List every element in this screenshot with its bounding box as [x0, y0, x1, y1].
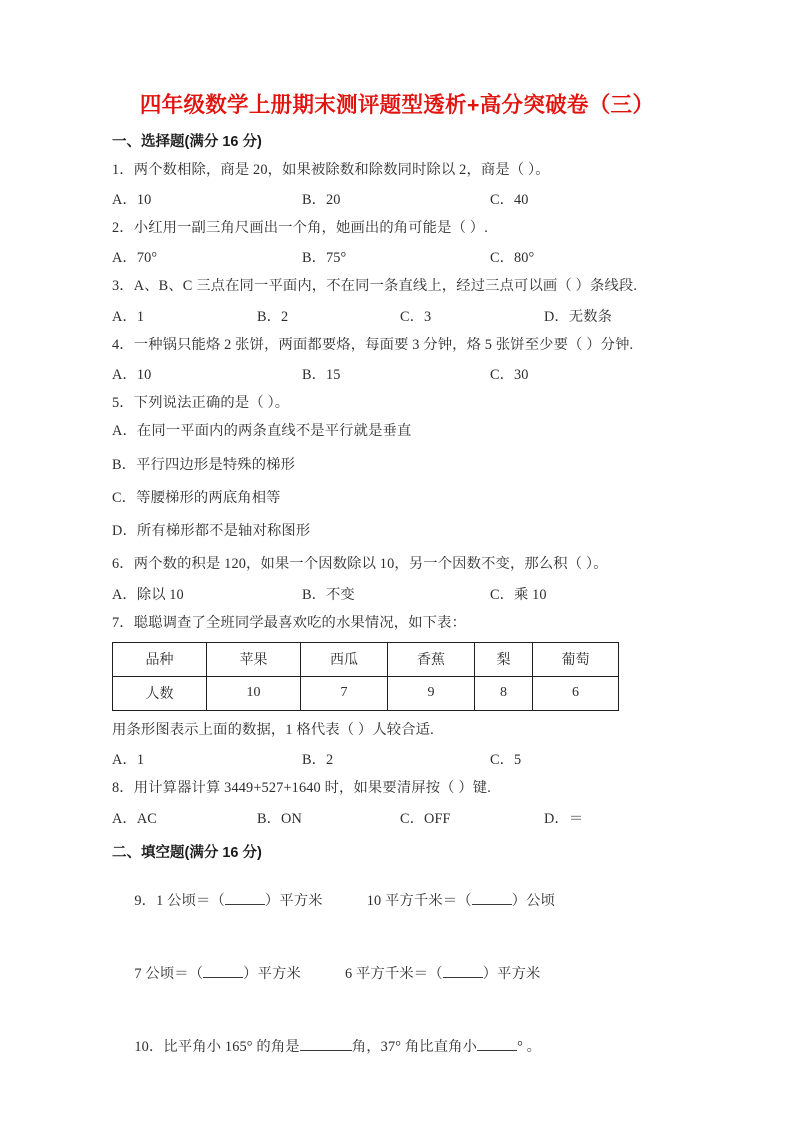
question-stem-6: 6．两个数的积是 120，如果一个因数除以 10，另一个因数不变，那么积（ ）。: [112, 556, 608, 573]
option-7-c[interactable]: C．5: [490, 752, 522, 769]
option-7-b[interactable]: B．2: [302, 752, 334, 769]
fill-blank-9a-second-prefix: 10 平方千米＝（: [366, 892, 472, 909]
question-stem-4: 4．一种锅只能烙 2 张饼，两面都要烙，每面要 3 分钟，烙 5 张饼至少要（ ）分钟.: [112, 336, 634, 353]
table-row-category: [113, 642, 619, 676]
page-content: [112, 92, 682, 1090]
fill-blank-9b-prefix: 7 公顷＝（: [134, 965, 204, 982]
option-4-a[interactable]: A．10: [112, 366, 152, 383]
option-4-b[interactable]: B．15: [302, 366, 341, 383]
fill-blank-9a-mid: ）平方米: [264, 892, 323, 909]
option-3-a[interactable]: A．1: [112, 308, 145, 325]
option-3-b[interactable]: B．2: [257, 308, 289, 325]
option-2-c[interactable]: C．80°: [490, 250, 535, 267]
table-cell-count-3: 8: [475, 676, 533, 710]
fill-blank-input-9a-2[interactable]: [472, 891, 512, 905]
question-7-followup-text: 用条形图表示上面的数据，1 格代表（ ）人较合适.: [112, 721, 434, 738]
option-5-b[interactable]: B．平行四边形是特殊的梯形: [112, 456, 296, 473]
table-cell-category-1: 西瓜: [301, 642, 388, 676]
page-title: 四年级数学上册期末测评题型透析+高分突破卷（三）: [139, 93, 655, 117]
option-2-b[interactable]: B．75°: [302, 250, 347, 267]
question-10-part1: 10．比平角小 165° 的角是: [134, 1038, 300, 1055]
fill-blank-9b-second-suffix: ）平方米: [482, 965, 541, 982]
option-3-d[interactable]: D．无数条: [544, 308, 613, 325]
table-header-variety: 品种: [113, 642, 207, 676]
option-8-a[interactable]: A．AC: [112, 810, 157, 827]
fill-blank-input-9b-1[interactable]: [203, 964, 243, 978]
table-cell-count-2: 9: [388, 676, 475, 710]
table-cell-category-4: 葡萄: [533, 642, 619, 676]
question-10-part2: 角，37° 角比直角小: [351, 1038, 478, 1055]
table-cell-category-2: 香蕉: [388, 642, 475, 676]
table-cell-count-0: 10: [207, 676, 301, 710]
option-stack-5: [112, 422, 682, 541]
table-cell-category-3: 梨: [475, 642, 533, 676]
fill-blank-9a-second-suffix: ）公顷: [511, 892, 556, 909]
option-5-a[interactable]: A．在同一平面内的两条直线不是平行就是垂直: [112, 423, 412, 440]
fruit-survey-table: [112, 642, 619, 711]
question-10-part3: ° 。: [517, 1038, 542, 1055]
question-stem-2: 2．小红用一副三角尺画出一个角，她画出的角可能是（ ）.: [112, 220, 488, 237]
option-6-a[interactable]: A．除以 10: [112, 586, 184, 603]
option-row-4: [112, 364, 682, 384]
fill-blank-row-9a: [112, 871, 682, 930]
option-8-b[interactable]: B．ON: [257, 810, 302, 827]
fill-blank-input-10-1[interactable]: [300, 1037, 352, 1051]
table-cell-category-0: 苹果: [207, 642, 301, 676]
table-row-count: [113, 676, 619, 710]
option-6-b[interactable]: B．不变: [302, 586, 355, 603]
option-row-6: [112, 584, 682, 604]
option-2-a[interactable]: A．70°: [112, 250, 158, 267]
question-stem-8: 8．用计算器计算 3449+527+1640 时，如果要清屏按（ ）键.: [112, 780, 491, 797]
fill-blank-9b-mid: ）平方米: [243, 965, 301, 982]
question-stem-5: 5．下列说法正确的是（ ）。: [112, 394, 290, 411]
option-4-c[interactable]: C．30: [490, 366, 529, 383]
fill-blank-input-9b-2[interactable]: [443, 964, 483, 978]
fill-blank-row-10: [112, 1017, 682, 1076]
option-7-a[interactable]: A．1: [112, 752, 145, 769]
table-cell-count-4: 6: [533, 676, 619, 710]
option-6-c[interactable]: C．乘 10: [490, 586, 547, 603]
section-heading-choice: 一、选择题(满分 16 分): [112, 133, 262, 150]
fill-blank-input-9a-1[interactable]: [225, 891, 265, 905]
option-8-d[interactable]: D．＝: [544, 810, 584, 827]
option-row-2: [112, 247, 682, 267]
question-stem-1: 1．两个数相除，商是 20，如果被除数和除数同时除以 2，商是（ ）。: [112, 161, 550, 178]
table-cell-count-1: 7: [301, 676, 388, 710]
option-5-c[interactable]: C．等腰梯形的两底角相等: [112, 489, 281, 506]
fill-blank-9a-prefix: 9．1 公顷＝（: [134, 892, 225, 909]
question-stem-7: 7．聪聪调查了全班同学最喜欢吃的水果情况，如下表：: [112, 614, 467, 631]
fill-blank-9b-second-prefix: 6 平方千米＝（: [344, 965, 443, 982]
option-3-c[interactable]: C．3: [400, 308, 432, 325]
option-8-c[interactable]: C．OFF: [400, 810, 451, 827]
table-header-count: 人数: [113, 676, 207, 710]
fill-blank-row-9b: [112, 944, 682, 1003]
fill-blank-input-10-2[interactable]: [477, 1037, 517, 1051]
option-1-c[interactable]: C．40: [490, 192, 529, 209]
section-heading-fill-blank: 二、填空题(满分 16 分): [112, 844, 262, 861]
option-row-3: [112, 306, 682, 326]
option-row-8: [112, 808, 682, 828]
option-row-1: [112, 189, 682, 209]
option-1-a[interactable]: A．10: [112, 192, 152, 209]
option-5-d[interactable]: D．所有梯形都不是轴对称图形: [112, 523, 311, 540]
question-stem-3: 3．A、B、C 三点在同一平面内，不在同一条直线上，经过三点可以画（ ）条线段.: [112, 278, 638, 295]
option-1-b[interactable]: B．20: [302, 192, 341, 209]
option-row-7: [112, 749, 682, 769]
